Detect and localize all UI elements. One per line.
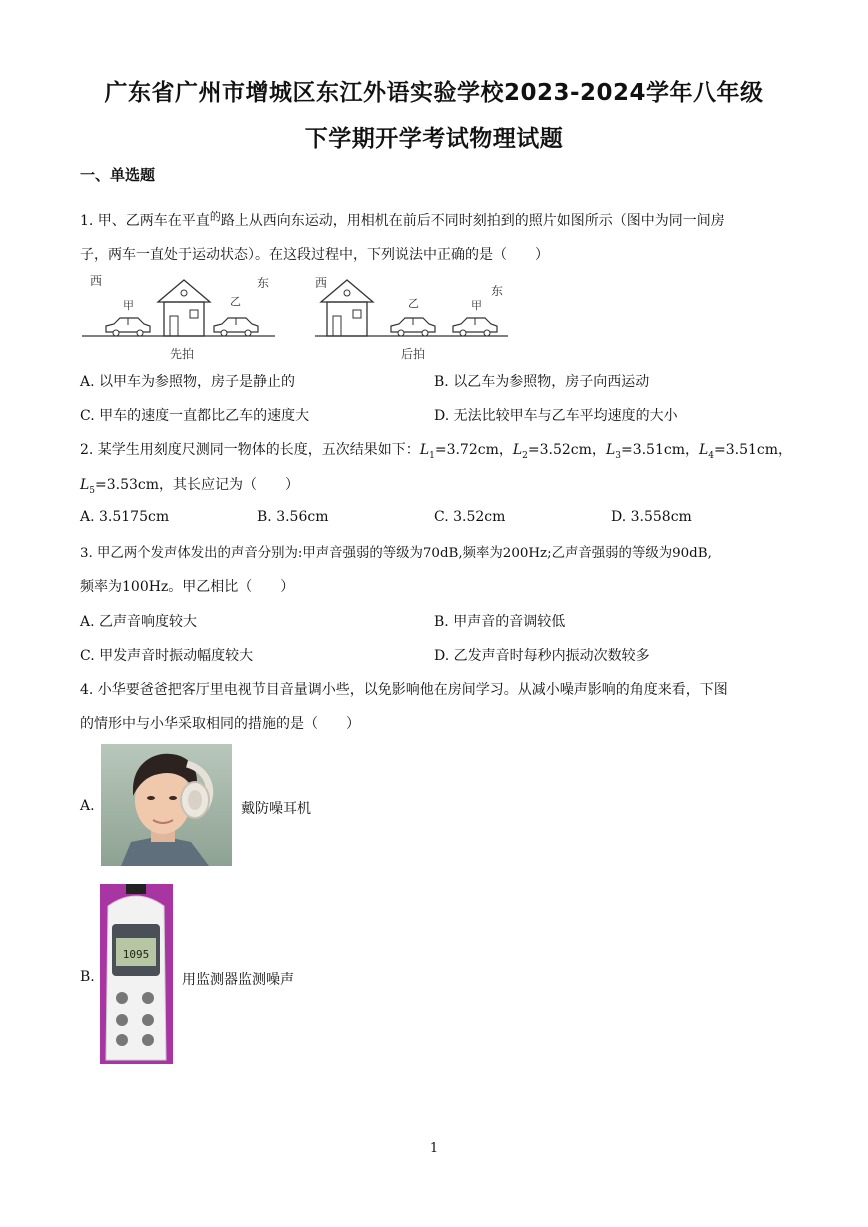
fig-after-caption: 后拍 xyxy=(401,347,426,361)
q1-text-part-b: 路上从西向东运动，用相机在前后不同时刻拍到的照片如图所示（图中为同一间房 xyxy=(220,213,725,229)
question-3-text: 3. 甲乙两个发声体发出的声音分别为:甲声音强弱的等级为70dB,频率为200Hz;乙声音强弱的等级为90dB, xyxy=(80,546,712,561)
car-icon xyxy=(453,318,497,336)
q3-option-c[interactable]: C. 甲发声音时振动幅度较大 xyxy=(80,648,254,664)
car-icon xyxy=(106,318,150,336)
figure-after xyxy=(315,276,508,361)
fig-after-east: 东 xyxy=(491,284,504,298)
q4-option-a-text: 戴防噪耳机 xyxy=(241,801,311,817)
headphones-photo xyxy=(101,744,232,866)
fig-before-car-a-label: 甲 xyxy=(123,299,134,312)
question-3-text-line2: 频率为100Hz。甲乙相比（ ） xyxy=(80,579,295,595)
q3-option-a[interactable]: A. 乙声音响度较大 xyxy=(80,614,198,630)
q2-m2-val: =3.52cm， xyxy=(527,442,606,458)
q2-option-a[interactable]: A. 3.5175cm xyxy=(80,509,170,525)
q1-figure xyxy=(80,270,520,362)
q1-text-sup: 的 xyxy=(209,210,221,223)
document-title-line1: 广东省广州市增城区东江外语实验学校2023-2024学年八年级 xyxy=(104,80,764,106)
car-icon xyxy=(391,318,435,336)
question-1-text-line2: 子，两车一直处于运动状态）。在这段过程中，下列说法中正确的是（ ） xyxy=(80,247,549,263)
q2-m1-val: =3.72cm， xyxy=(434,442,513,458)
fig-after-west: 西 xyxy=(315,276,328,290)
q2-m5-idx: 5 xyxy=(89,485,96,496)
document-title-line2: 下学期开学考试物理试题 xyxy=(304,126,564,152)
fig-before-car-b-label: 乙 xyxy=(230,295,241,308)
q2-m4-sym: L xyxy=(699,442,709,458)
fig-after-car-a-label: 乙 xyxy=(408,297,419,310)
q1-option-b[interactable]: B. 以乙车为参照物，房子向西运动 xyxy=(434,374,650,390)
q2-m2-idx: 2 xyxy=(522,450,528,461)
q2-m5-sym: L xyxy=(80,477,90,493)
q2-option-b[interactable]: B. 3.56cm xyxy=(257,509,329,525)
fig-before-west: 西 xyxy=(90,274,103,288)
q4-option-b-text: 用监测器监测噪声 xyxy=(182,972,294,988)
q2-prefix: 2. 某学生用刻度尺测同一物体的长度，五次结果如下： xyxy=(80,442,420,458)
q2-m3-sym: L xyxy=(605,442,616,458)
q3-option-d[interactable]: D. 乙发声音时每秒内振动次数较多 xyxy=(434,648,650,664)
house-icon xyxy=(158,280,210,336)
meter-display-reading: 1095 xyxy=(122,948,150,961)
question-2-text xyxy=(80,439,792,461)
question-4-text: 4. 小华要爸爸把客厅里电视节目音量调小些，以免影响他在房间学习。从减小噪声影响的角度来看，下图 xyxy=(80,682,728,698)
q2-option-c[interactable]: C. 3.52cm xyxy=(434,509,506,525)
figure-before xyxy=(82,274,275,361)
q2-option-d[interactable]: D. 3.558cm xyxy=(611,509,692,525)
question-1-text xyxy=(80,208,725,230)
car-icon xyxy=(214,318,258,336)
q2-m4-val: =3.51cm， xyxy=(714,442,793,458)
sound-level-meter-image xyxy=(100,884,173,1064)
q2-m2-sym: L xyxy=(512,442,523,458)
q2-m4-idx: 4 xyxy=(708,450,715,461)
question-2-text-line2 xyxy=(80,474,299,496)
q1-text-part-a: 1. 甲、乙两车在平直 xyxy=(80,213,210,229)
fig-after-car-b-label: 甲 xyxy=(471,299,482,312)
q4-option-b-label[interactable]: B. xyxy=(80,969,95,985)
q4-option-a-label[interactable]: A. xyxy=(80,798,95,814)
q2-m1-sym: L xyxy=(419,442,430,458)
q2-line2-rest: =3.53cm，其长应记为（ ） xyxy=(95,477,300,493)
q1-option-a[interactable]: A. 以甲车为参照物，房子是静止的 xyxy=(80,374,296,390)
q2-m1-idx: 1 xyxy=(429,450,435,461)
page-number: 1 xyxy=(429,1141,439,1156)
q1-option-c[interactable]: C. 甲车的速度一直都比乙车的速度大 xyxy=(80,408,310,424)
q1-option-d[interactable]: D. 无法比较甲车与乙车平均速度的大小 xyxy=(434,408,678,424)
fig-before-east: 东 xyxy=(257,276,270,290)
section-heading: 一、单选题 xyxy=(80,166,156,184)
sound-meter-photo xyxy=(100,884,173,1064)
house-icon xyxy=(321,280,373,336)
q2-m3-idx: 3 xyxy=(615,450,621,461)
fig-before-caption: 先拍 xyxy=(170,347,195,361)
q2-m3-val: =3.51cm， xyxy=(620,442,699,458)
q3-option-b[interactable]: B. 甲声音的音调较低 xyxy=(434,614,566,630)
question-4-text-line2: 的情形中与小华采取相同的措施的是（ ） xyxy=(80,716,360,732)
person-headphones-image xyxy=(101,744,232,866)
